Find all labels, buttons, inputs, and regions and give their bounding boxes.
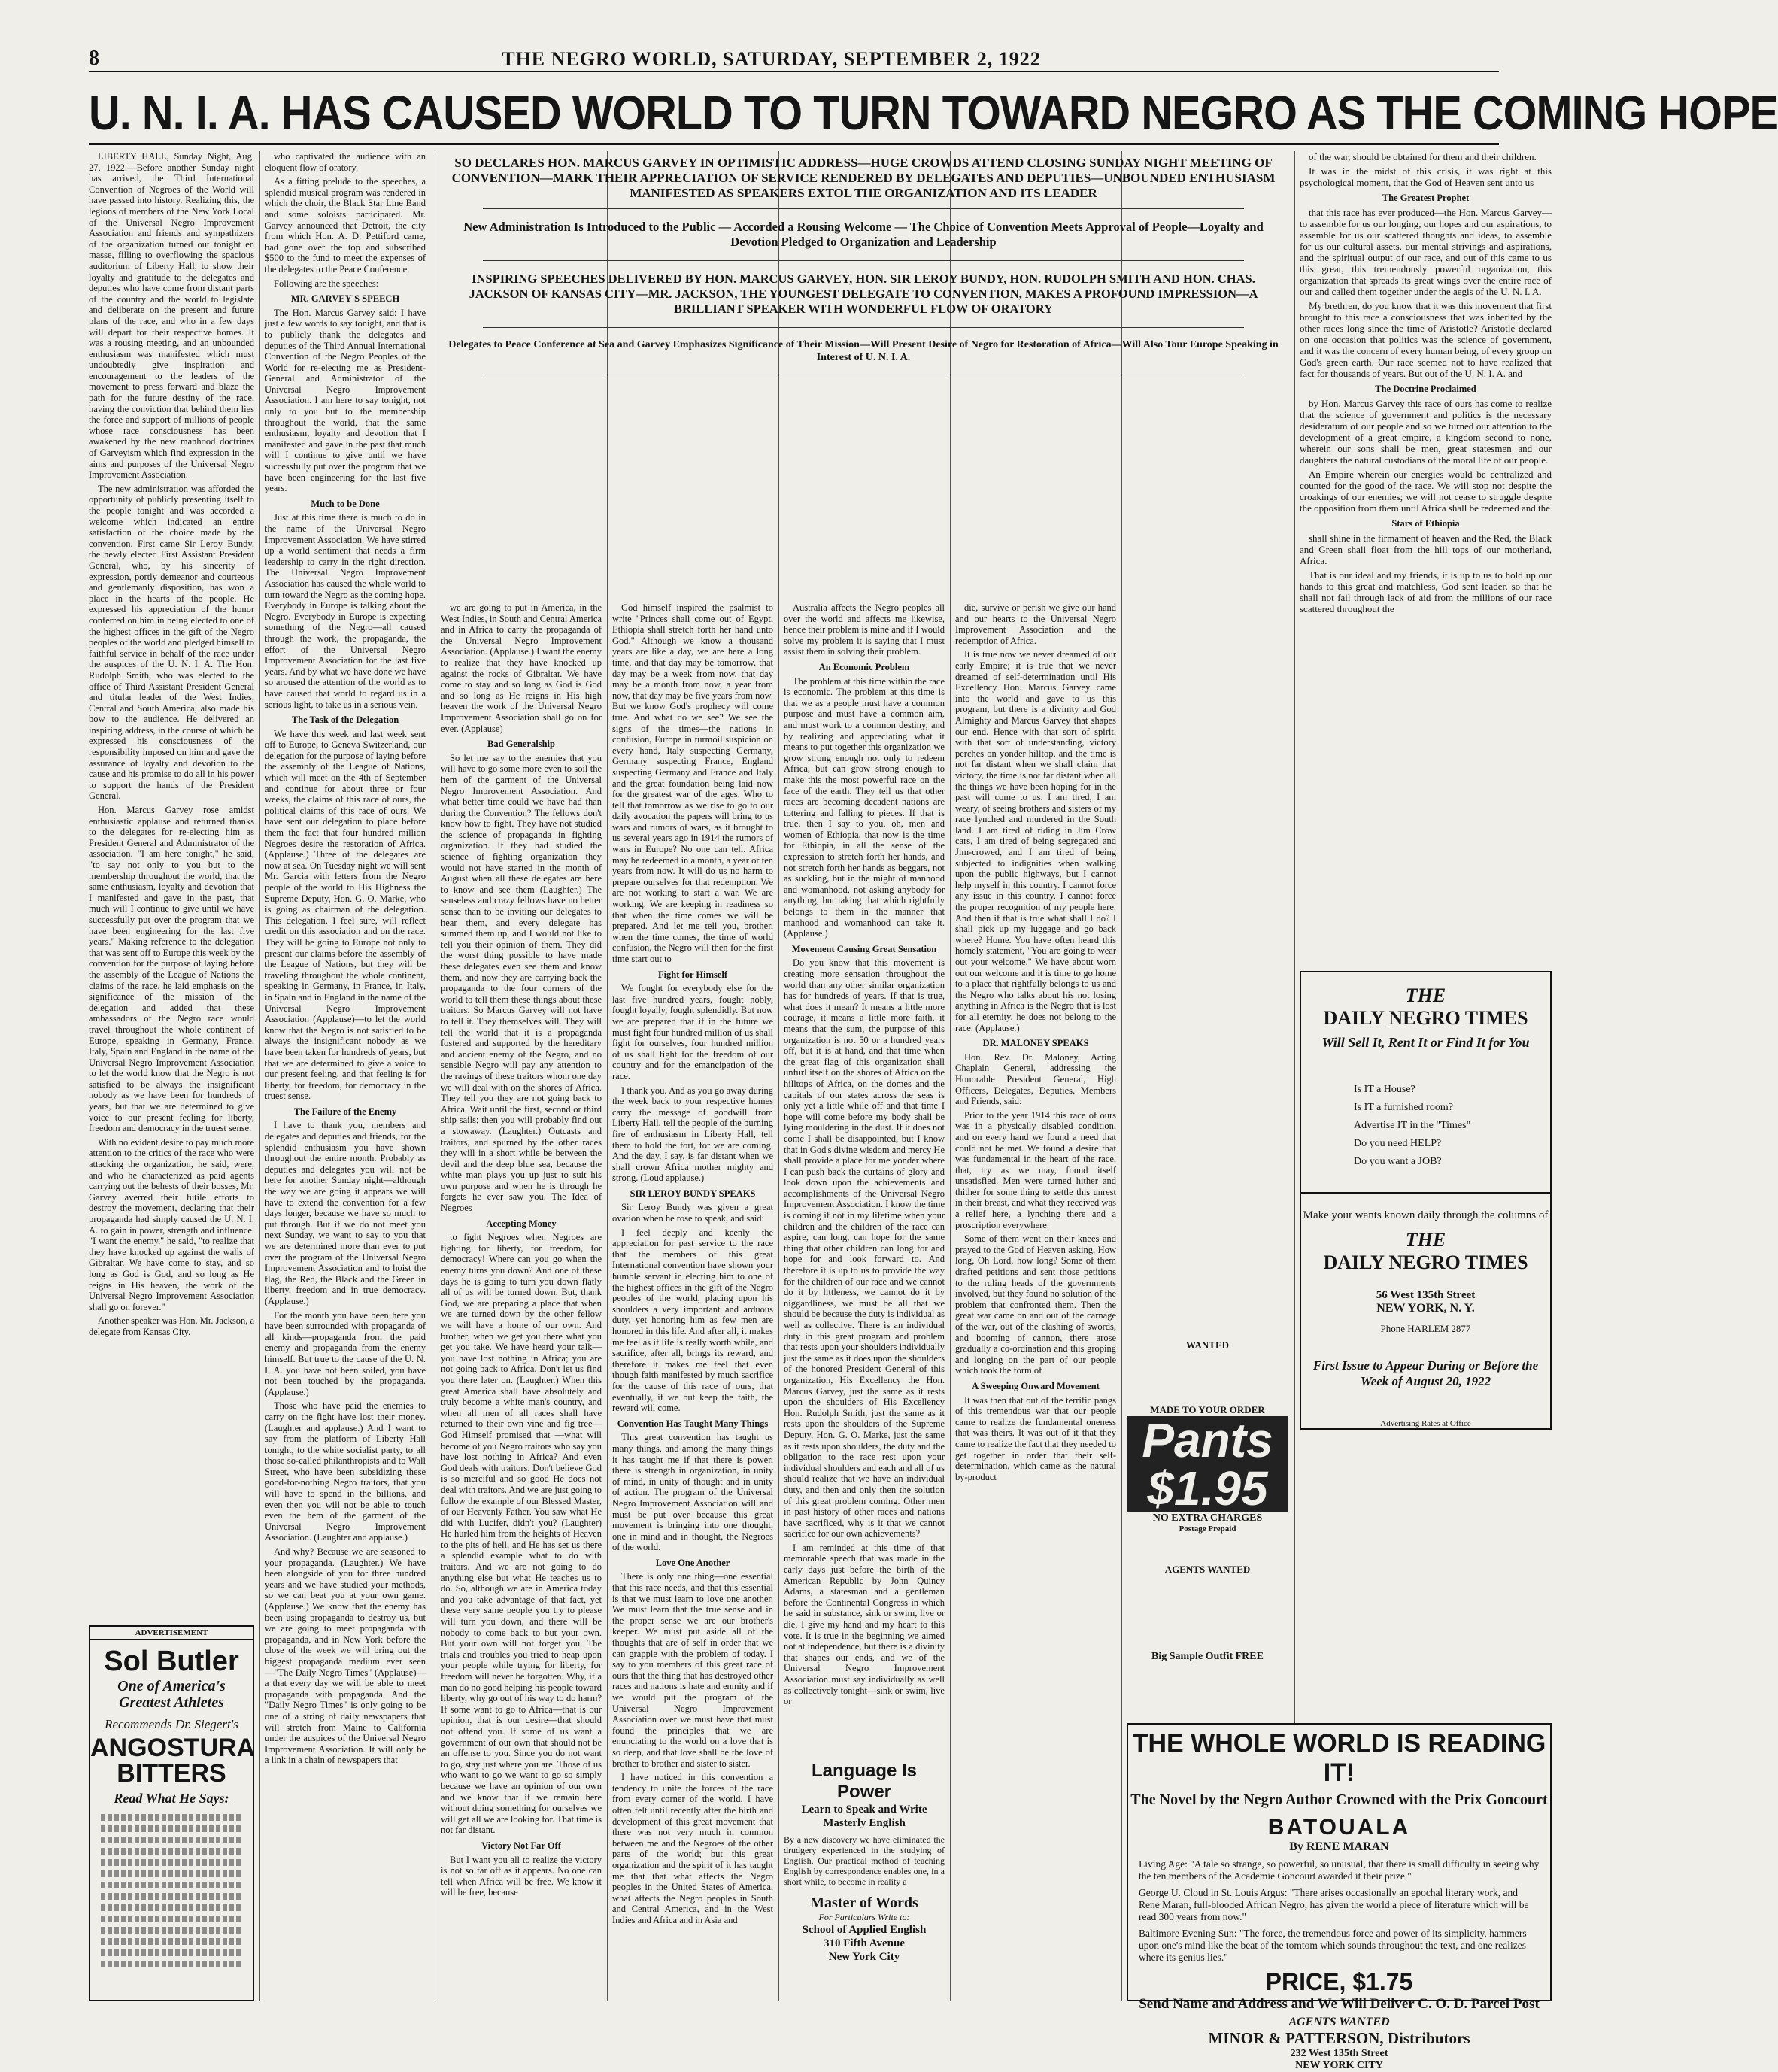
paper-dateline: THE NEGRO WORLD, SATURDAY, SEPTEMBER 2, 1922 [502,48,1041,70]
paragraph: Following are the speeches: [274,278,379,289]
ad-master: Master of Words [810,1895,918,1911]
paragraph: So let me say to the enemies that you will have to go some more even to soil the hem of the garment of the Universal Negro Improvement Association. And what better time could we have had than during the Convention? The fellows don't know how to fight. They have not studied the science of propaganda in fighting organization. If they had studied the science of fighting organization they would not have started in the month of August when all these delegates are here to know and see them (Laughter.) The senseless and crazy fellows have no better sense than to be inviting our delegates to hear them, and every delegate has summed them up, and I would not like to tell you their opinion of them. They did the worst thing possible to have made these delegates even see them and know them, and now they are carrying back the propaganda to the four corners of the world to tell them these things about these traitors. So Marcus Garvey will not have to tell it. They themselves will. They will tell the world that it is a propaganda fostered and supported by the hereditary and ancient enemy of the Negro, and no sensible Negro will pay any attention to the ravings of these traitors whom one day we will deal with on the shores of Africa. They tell you they are not going back to Africa. Wait until the first, second or third ship sails; then you will probably find out a stowaway. (Laughter.) Outcasts and traitors, and spurned by the other races they will in a short while be between the devil and the deep blue sea, because the white man plays you up just to suit his own purpose and when he is through he forgets he ever saw you. The Idea of Negroes [441,752,602,1214]
ad-author: By RENE MARAN [1289,1840,1389,1853]
subhead: Victory Not Far Off [481,1840,561,1851]
paragraph: Another speaker was Hon. Mr. Jackson, a delegate from Kansas City. [89,1315,254,1337]
paragraph: LIBERTY HALL, Sunday Night, Aug. 27, 1922.—Before another Sunday night has arrived, the Third International Convention of Negroes of the World will have passed into history. Realizing this, the legions of members of the New York Local of the Universal Negro Improvement Association and friends and sympathizers of the organization turned out tonight en masse, filling to overflowing the spacious auditorium of Liberty Hall, to show their loyalty and gratitude to the delegates and deputies who have come from distant parts of the country and the world to legislate and deliberate on the present and future plans of the race, and who in a few days will depart for their respective homes. It was a rousing meeting, and an unbounded enthusiasm was manifested which must undoubtedly give inspiration and encouragement to the leaders of the movement to press forward and blaze the path for the future destiny of the race, having the conviction that behind them lies the force and support of millions of people whose race consciousness has been awakened by the new manhood doctrines of Garveyism which find expression in the aims and purposes of the Universal Negro Improvement Association. [89,151,254,481]
ad-title: THE [1405,1229,1446,1251]
ad-question: Do you need HELP? [1354,1138,1442,1149]
ad-sample: Big Sample Outfit FREE [1151,1651,1264,1662]
column-2 [265,151,426,2001]
subhead: Convention Has Taught Many Things [617,1418,769,1429]
ad-tagline: One of America's Greatest Athletes [117,1678,226,1711]
ad-review: Baltimore Evening Sun: "The force, the tremendous force and power of its simplicity, hammers upon one's mind like the beat of the tomtom which sounds throughout the text, and one realizes where its genius lies." [1139,1928,1527,1963]
ad-review: George U. Cloud in St. Louis Argus: "There arises occasionally an epochal literary work, and Rene Maran, full-blooded African Negro, has given the world a piece of literature which will be read 300 years from now." [1139,1887,1529,1922]
paragraph: The problem at this time within the race is economic. The problem at this time is that we as a people must have a common purpose and must have a common aim, and must work to a common destiny, and by realizing and appreciating what it means to put together this organization we grow strong enough not only to redeem Africa, but can grow strong enough to make this the most powerful race on the face of the earth. They tell us that other races are becoming decadent nations are tottering and falling to pieces. If that is true, then I say to you, oh, men and women of Ethiopia, that now is the time for Ethiopia, in all the sense of the expression to stretch forth her hands, and not stretch forth her hands as beggars, not as suckling, but in the might of manhood and womanhood, not asking anybody for anything, but taking that which rightfully belongs to them in the manner that manhood and womanhood can take it. (Applause.) [784,675,945,939]
headline-rule [89,143,1499,145]
ad-made: MADE TO YOUR ORDER [1150,1404,1265,1415]
paragraph: But I want you all to realize the victory is not so far off as it appears. No one can tell when Africa will be free. We know it will be free, because [441,1854,602,1898]
subhead: The Failure of the Enemy [293,1106,397,1117]
ad-question: Is IT a House? [1354,1084,1415,1095]
ad-address: 310 Fifth Avenue [823,1937,906,1949]
paragraph: That is our ideal and my friends, it is up to us to hold up our hands to this great and matchless, God sent leader, so that he shall not fail through lack of aid from the millions of our race scattered throughout the [1300,569,1552,614]
ad-agents: AGENTS WANTED [1288,2016,1390,2028]
ad-address: NEW YORK CITY [1295,2060,1383,2071]
paragraph: For the month you have been here you have been surrounded with propaganda of all kinds—propaganda from the paid enemy and propaganda from the enemy himself. But true to the cause of the U. N. I. A. you have not been soiled, you have not been touched by the propaganda. (Applause.) [265,1309,426,1397]
ad-send: Send Name and Address and We Will Deliver C. O. D. Parcel Post [1139,1996,1540,2012]
paragraph: It is true now we never dreamed of our early Empire; it is true that we never dreamed of self-determination until His Excellency Hon. Marcus Garvey came into the world and gave to us this program, but there is a divinity and God Almighty and Marcus Garvey that shapes our end. Hence with that sort of spirit, with that sort of understanding, victory perches on yonder hilltop, and the time is not far distant when we shall claim that victory, the time is not far distant when all the things we have been hoping for in the past will come to us. I am tired, I am weary, of seeing brothers and sisters of my race lynched and murdered in the South land. I am tired of riding in Jim Crow cars, I am tired of being segregated and Jim-crowed, and I am tired of being subjected to indignities when walking upon the public highways, but I cannot help myself in this country. I cannot force any issue in this country. I cannot force the proper recognition of my people here. And then if that is true what shall I do? I shall pick up my luggage and go back where? Home. You have often heard this homely statement, "You are going to wear out your welcome." We have about worn out our welcome and it is time to go home to a place that rightfully belongs to us and the Negro who talks about his not losing anything in Africa is the Negro that is lost for all eternity, he does not belong to the race. (Applause.) [955,649,1116,1033]
ad-brand: Pants $1.95 [1127,1416,1288,1512]
paragraph: God himself inspired the psalmist to write "Princes shall come out of Egypt, Ethiopia shall stretch forth her hand unto God." Although we know a thousand years are like a day, we are here a long time, and that day may be tomorrow, that day may be a week from now, that day may be a month from now, a year from now, that day may be five years from now. But we know God's prophecy will come true. And what do we see? We see the signs of the times—the nations in confusion, Europe in turmoil suspicion on every hand, Italy suspecting Germany, Germany suspecting France, England suspecting Germany and France and Italy and the great foundation being laid now for the greatest war of the ages. Who to tell that tomorrow as we rise to go to our daily avocation the papers will bring to us wars and rumors of wars, as it brought to us several years ago in 1914 the rumors of wars in Europe? No one can tell. Africa may be redeemed in a month, a year or ten years from now. It will do us no harm to prepare ourselves for that redemption. We are not working to start a war. We are working. We are keeping in readiness so that when the time comes we will be prepared. And let me tell you, brother, when the time comes, the time of world confusion, the Negro will then for the first time start out to [612,602,773,964]
paragraph: to fight Negroes when Negroes are fighting for liberty, for freedom, for democracy! Where can you go when the enemy turns you down? And one of these days he is going to turn you down flatly all of us will be turned down. But, thank God, we are preparing a place that when we are turned down by the other fellow we will have a home of our own. And brother, when we get you there what you get you take. We have heard your talk—you have lost nothing in Africa; you are not going back to Africa. Don't let us find you there later on. (Laughter.) When this great America shall have absolutely and truly become a white man's country, and when all men of all races shall have returned to their own vine and fig tree—God Himself promised that —what will become of you Negro traitors who say you have lost nothing in Africa? And even God deals with traitors. Don't believe God is so merciful and so good He does not deal with traitors. And we are just going to follow the example of our Blessed Master, of our Heavenly Father. You saw what He did with Lucifer, didn't you? (Laughter) He hurled him from the heights of Heaven to the pits of hell, and He has set us there a splendid example what to do with traitors. And we are not going to do anything else but what He teaches us to do. So, although we are in America today and you take advantage of that fact, yet these very same people you try to please will turn you down, and there will be nobody to come back to but your own. But your own will not forget you. The trials and troubles you tried to heap upon your people while trying for liberty, for freedom will never be forgotten. Why, if a man do no good helping his people toward liberty, why go out of his way to do harm? If some want to go to Africa—that is our opinion, that is our desire—that should not offend you. If some of us want a government of our own that should not be an offense to you. Since you do not want to go, stay just where you are. Those of us who want to go we want to go so simply because we have an opinion of our own and we know that if we remain here without doing something for ourselves we will get all we are looking for. That time is not far distant. [441,1232,602,1836]
ad-slogan: Will Sell It, Rent It or Find It for You [1321,1035,1530,1050]
paragraph: I have noticed in this convention a tendency to unite the forces of the race from every corner of the world. I have often felt until recently after the birth and development of this great movement that there was not very much in common between me and the Negroes of the other parts of the world; but this great organization and the spirit of it has taught me that that what affects the Negro peoples in the United States of America, what affects the Negro peoples in South and Central America, and in the West Indies and Africa and in Asia and [612,1772,773,1925]
ad-address: NEW YORK, N. Y. [1376,1302,1475,1315]
ad-review: Living Age: "A tale so strange, so powerful, so unusual, that there is small difficulty in seeing why the ten members of the Academie Goncourt awarded it their prize." [1139,1858,1540,1882]
subhead: Fight for Himself [657,969,728,980]
paragraph: There is only one thing—one essential that this race needs, and that this essential is that we must learn to love one another. We must learn that the true sense and in the proper sense we are our brother's keeper. We must put aside all of the thoughts that are of self in order that we can grapple with the problem of today. I say to you members of this great race of ours that the thing that has destroyed other races and nations is hate and enmity and if we would put the program of the Universal Negro Improvement Association over we must have that must found the principles that we are enunciating to the world on a love that is so deep, and that love shall be the love of brother to brother and sister to sister. [612,1571,773,1769]
column-1 [89,151,254,1618]
paragraph: that this race has ever produced—the Hon. Marcus Garvey—to assemble for us our longing, our hopes and our aspirations, to assemble for us our scattered thoughts and ideas, to assemble for us our cultural assets, our mental strivings and aspirations, and the spiritual output of our race, and out of this came to us this great, this tremendously powerful organization, this organization that spreads its great wings over the entire race of our and called them together under the aegis of the U. N. I. A. [1300,207,1552,297]
paragraph: by Hon. Marcus Garvey this race of ours has come to realize that the science of government and politics is the necessary desideratum of our people and so we turned our attention to the development of a great empire, a kingdom second to none, wherein our sons shall be men, great statesmen and our daughters the natural custodians of the moral life of our people. [1300,398,1552,466]
masthead [89,38,1499,72]
deck-1: SO DECLARES HON. MARCUS GARVEY IN OPTIMISTIC ADDRESS—HUGE CROWDS ATTEND CLOSING SUNDAY NIGHT MEETING OF CONVENTION—MARK THEIR APPRECIATION OF SERVICE RENDERED BY DELEGATES AND DEPUTIES—UNBOUNDED ENTHUSIASM MANIFESTED AS SPEAKERS EXTOL THE ORGANIZATION AND ITS LEADER [451,156,1276,200]
paragraph: We fought for everybody else for the last five hundred years, fought nobly, fought loyally, fought splendidly. But now we are prepared that if in the future we must fight four hundred million of us shall fight for ourselves, four hundred million of us shall fight for the freedom of our country and for the emancipation of the race. [612,983,773,1082]
deck-4: Delegates to Peace Conference at Sea and Garvey Emphasizes Significance of Their Mission—Will Present Desire of Negro for Restoration of Africa—Will Also Tour Europe Speaking in Interest of U. N. I. A. [448,339,1279,363]
subhead: An Economic Problem [818,661,910,672]
paragraph: who captivated the audience with an eloquent flow of oratory. [265,151,426,173]
paragraph: As a fitting prelude to the speeches, a splendid musical program was rendered in which the choir, the Black Star Line Band and some soloists participated. Mr. Garvey announced that Detroit, the city from which Hon. A. D. Pettiford came, had gone over the top and subscribed $500 to the fund to meet the expenses of the delegates to the Peace Conference. [265,176,426,275]
paragraph: An Empire wherein our energies would be centralized and counted for the good of the race. We will stop not despite the croakings of our enemies; we will not cease to struggle despite the opposition from them until Africa shall be redeemed and the [1300,469,1552,514]
paragraph: The Hon. Marcus Garvey said: I have just a few words to say tonight, and that is to publicly thank the delegates and deputies of the Third Annual International Convention of the Negro Peoples of the World for re-electing me as President-General and Administrator of the Universal Negro Improvement Association. I am here to say tonight, not only to you but to the membership throughout the world, that the same enthusiasm, loyalty and devotion that I manifested and gave in the past that much will I continue to give until we have successfully put over the program that we have been engineering for the last five years. [265,307,426,494]
subhead: A Sweeping Onward Movement [972,1380,1100,1391]
column-5 [784,602,945,1753]
ad-address: 56 West 135th Street [1376,1289,1476,1301]
subhead: Accepting Money [486,1218,557,1229]
ad-title: DAILY NEGRO TIMES [1323,1251,1528,1273]
ad-address: 232 West 135th Street [1290,2048,1388,2059]
ad-particulars: For Particulars Write to: [818,1912,910,1922]
paragraph: Hon. Marcus Garvey rose amidst enthusiastic applause and returned thanks to the delegates for re-electing him as President General and Administrator of the association. "I am here tonight," he said, "to say not only to you but to the membership throughout the world, that the same enthusiasm, loyalty and devotion that I manifested and gave in the past, that much will I continue to give until we have successfully put over the program that we have been engineering for the last five years." Making reference to the delegation that was sent off to Europe this week by the convention for the purpose of laying before the assembly of the League of Nations the claims of the race, he laid emphasis on the significance of the mission of the delegation and added that these ambassadors of the Negro race would travel throughout the whole continent of Europe, speaking in Germany, France, Italy, Spain and England in the name of the Universal Negro Improvement Association to let the world know that the Negro is not satisfied to be always the insignificant nobody as we have been for hundreds of years, but that we are determined to give voice to our present feeling for liberty, freedom and democracy in the truest sense. [89,805,254,1134]
ad-subtitle: Learn to Speak and Write Masterly English [801,1804,927,1829]
ad-questions [1354,1081,1550,1171]
ad-address: New York City [828,1951,900,1963]
page-number: 8 [89,47,99,70]
subhead: The Task of the Delegation [291,714,399,726]
ad-tag: ADVERTISEMENT [90,1627,253,1640]
ad-title: THE [1405,984,1446,1006]
ad-cta: Read What He Says: [114,1791,229,1806]
paragraph: I thank you. And as you go away during the week back to your respective homes carry the message of goodwill from Liberty Hall, tell the people of the burning fire of enthusiasm in Liberty Hall, tell them to hold the fort, for we are coming. And the day, I say, is far distant when we shall crown Africa mother mighty and strong. (Loud applause.) [612,1085,773,1184]
subhead: DR. MALONEY SPEAKS [982,1038,1089,1049]
main-headline: U. N. I. A. HAS CAUSED WORLD TO TURN TOWARD NEGRO AS THE COMING HOPE [89,86,1778,140]
ad-product: ANGOSTURA BITTERS [90,1734,256,1788]
paragraph: The new administration was afforded the opportunity of publicly presenting itself to the people tonight and was accorded a welcome which indicated an entire satisfaction of the choice made by the convention. First came Sir Leroy Bundy, the newly elected First Assistant President General, who, by his sincerity of expression, portly demeanor and courteous and gentlemanly disposition, has won a place in the hearts of the people. He expressed his appreciation of the honor conferred on him in being elected to one of the highest offices in the gift of the Negro peoples of the world and pledged himself to faithful service in behalf of the race under the auspices of the U. N. I. A. The Hon. Rudolph Smith, who was elected to the office of Third Assistant President General and titular leader of the West Indies, Central and South America, also made his bow to the audience. He delivered an inspiring address, in the course of which he expressed his consciousness of the responsibility imposed on him and gave the assurance of loyalty and devotion to the cause and his promise to do all in his power to support the hands of the President General. [89,483,254,802]
paragraph: Sir Leroy Bundy was given a great ovation when he rose to speak, and said: [612,1202,773,1224]
ad-price: PRICE, $1.75 [1265,1968,1413,1995]
paragraph: It was then that out of the terrific pangs of this tremendous war that our people came to realize the fundamental oneness that was theirs. It was out of it that they came to realize the fact that they needed to get together in order that their self-determination, which came as the natural by-product [955,1394,1116,1482]
deck-3: INSPIRING SPEECHES DELIVERED BY HON. MARCUS GARVEY, HON. SIR LEROY BUNDY, HON. RUDOLPH SMITH AND HON. CHAS. JACKSON OF KANSAS CITY—MR. JACKSON, THE YOUNGEST DELEGATE TO CONVENTION, MAKES A PROFOUND IMPRESSION—A BRILLIANT SPEAKER WITH WONDERFUL FLOW OF ORATORY [469,272,1258,316]
paragraph: It was in the midst of this crisis, it was right at this psychological moment, that the God of Heaven sent unto us [1300,165,1552,188]
column-3 [441,602,602,2001]
paragraph: Hon. Rev. Dr. Maloney, Acting Chaplain General, addressing the Honorable President General, High Officers, Delegates, Deputies, Members and Friends, said: [955,1051,1116,1107]
subhead: Love One Another [655,1557,730,1568]
subhead: Movement Causing Great Sensation [791,943,937,954]
ad-phone: Phone HARLEM 2877 [1380,1323,1471,1334]
column-4 [612,602,773,2001]
paragraph: shall shine in the firmament of heaven and the Red, the Black and Green shall float from the hill tops of our motherland, Africa. [1300,532,1552,566]
ad-distributors: MINOR & PATTERSON, Distributors [1208,2029,1470,2047]
deck-2: New Administration Is Introduced to the Public — Accorded a Rousing Welcome — The Choice of Convention Meets Approval of People—Loyalty and Devotion Pledged to Organization and Leadership [463,220,1264,249]
subhead: SIR LEROY BUNDY SPEAKS [630,1188,756,1199]
paragraph: die, survive or perish we give our hand and our hearts to the Universal Negro Improvement Association and the redemption of Africa. [955,602,1116,646]
ad-fine-print [101,1814,242,1967]
ad-name: Sol Butler [104,1646,239,1677]
deck-banner [438,151,1289,375]
ad-rates: Advertising Rates at Office [1380,1419,1471,1428]
daily-negro-times-ad [1300,971,1552,1430]
paragraph: I have to thank you, members and delegates and deputies and friends, for the splendid enthusiasm you have shown throughout the entire month. Probably as deputies and delegates you will not be here for another Sunday night—although the way we are going it appears we will have to extend the convention for a few days longer, because we have so much to put through. But if we do not meet you next Sunday, we want to say to you that we are determined more than ever to put over the program of the Universal Negro Improvement Association and to hoist the flag, the Red, the Black and the Green in liberty, freedom and in true democracy. (Applause.) [265,1120,426,1306]
paragraph: Australia affects the Negro peoples all over the world and affects me likewise, hence their problem is mine and if I would solve my problem it is saying that I must assist them in solving their problem. [784,602,945,657]
paragraph: And why? Because we are seasoned to your propaganda. (Laughter.) We have been alongside of you for three hundred years and we have studied your methods, so we can beat you at your own game. (Applause.) We know that the enemy has been using propaganda to destroy us, but we are going to meet propaganda with propaganda, and in New York before the close of the week we will bring out the biggest propaganda medium ever seen—"The Daily Negro Times" (Applause)—a that every day we will be able to meet propaganda with propaganda. And the "Daily Negro Times" is only going to be one of a string of daily newspapers that will stretch from Maine to California under the auspices of the Universal Negro Improvement Association. It will only be a link in a chain of newspapers that [265,1546,426,1766]
pants-ad [1127,1339,1288,1731]
column-7 [1300,151,1552,960]
ad-postage: Postage Prepaid [1179,1524,1236,1534]
subhead: Bad Generalship [487,739,555,750]
ad-question: Advertise IT in the "Times" [1354,1120,1471,1131]
subhead: Much to be Done [311,498,380,509]
ad-title: THE WHOLE WORLD IS READING IT! [1132,1729,1546,1787]
paragraph: Those who have paid the enemies to carry on the fight have lost their money. (Laughter and applause.) And I want to say from the platform of Liberty Hall tonight, to the white socialist party, to all those so-called philanthropists and to Wall Street, who have been subsidizing these good-for-nothing Negro traitors, that you will have to spend in the billions, and even then you will not be able to touch even the hem of the garment of the Universal Negro Improvement Association. (Laughter and applause.) [265,1400,426,1543]
column-6 [955,151,1116,1482]
ad-agents: AGENTS WANTED [1164,1564,1251,1575]
paragraph: This great convention has taught us many things, and among the many things it has taught me if that there is power, there is strength in organization, in unity of mind, in unity of thought and in unity of action. The program of the Universal Negro Improvement Association will and must be put over because this great movement is bringing into one thought, one in mind and in thought, the Negroes of the world. [612,1432,773,1553]
paragraph: Some of them went on their knees and prayed to the God of Heaven asking, How long, Oh Lord, how long? Some of them drafted petitions and sent those petitions to the ruling heads of the governments involved, but they found no solution of the problem that confronted them. Then the great war came on and out of the carnage of the war, out of the clashing of swords, and booming of cannon, there arose gradually a co-ordination and this groping and longing on the part of our people which took the form of [955,1233,1116,1376]
paragraph: we are going to put in America, in the West Indies, in South and Central America and in Africa to carry the propaganda of the Universal Negro Improvement Association. (Applause.) I want the enemy to realize that they have knocked up against the rocks of Gibraltar. We have come to stay and so long as God is God and so long as He reigns in His high heaven the work of the Universal Negro Improvement Association shall go on for ever. (Applause) [441,602,602,734]
language-course-ad [784,1761,945,2001]
ad-recommends: Recommends Dr. Siegert's [105,1717,238,1731]
paragraph: I am reminded at this time of that memorable speech that was made in the early days just before the birth of the American Republic by John Quincy Adams, a statesman and a gentleman before the Continental Congress in which he said in substance, sink or swim, live or die, I give my hand and my heart to this vote. It is true in the beginning we aimed not at independence, but there is a divinity that shapes our ends, and we of the Universal Negro Improvement Association must say individually as well as collectively tonight—sink or swim, live or [784,1542,945,1707]
ad-question: Do you want a JOB? [1354,1156,1442,1167]
paragraph: Prior to the year 1914 this race of ours was in a physically disabled condition, and on every hand we found a need that could not be met. We found a desire that was fundamental in the heart of the race, that, try as we may, found itself unsatisfied. Men were turned hither and thither for some thing to settle this unrest in their breast, and what they received was a relief here, a lynching there and a proscription everywhere. [955,1109,1116,1230]
paragraph: We have this week and last week sent off to Europe, to Geneva Switzerland, our delegation for the purpose of laying before the assembly of the League of Nations, which will meet on the 4th of September and continue for about three or four weeks, the claims of this race of ours, the political claims of this race of ours. We have sent our delegation to place before them the fact that four hundred million Negroes desire the restoration of Africa. (Applause.) Three of the delegates are now at sea. On Tuesday night we will sent Mr. Garcia with letters from the Negro people of the world to His Highness the Supreme Deputy, Hon. G. O. Marke, who is going as chairman of the delegation. This delegation, I feel sure, will reflect credit on this association and on the race. They will be going to Europe not only to present our claims before the assembly of the League of Nations, but they will be traveling throughout the whole continent, speaking in Germany, in France, in Italy, in Spain and in England in the name of the Universal Negro Improvement Association (Applause)—to let the world know that the Negro is not satisfied to be always the insignificant nobody as we have been taken for hundreds of years, but that we are determined to give a voice to our present feeling, and that feeling is for liberty, for freedom, for democracy in the truest sense. [265,728,426,1102]
ad-title: DAILY NEGRO TIMES [1323,1007,1528,1029]
ad-no-extra: NO EXTRA CHARGES [1152,1512,1263,1524]
ad-title: Language Is Power [811,1761,918,1802]
angostura-bitters-ad [89,1625,254,2001]
ad-wanted: WANTED [1185,1339,1230,1351]
paragraph: My brethren, do you know that it was this movement that first brought to this race a consciousness that was inherited by the other races long since the time of Aristotle? Aristotle declared on one occasion that politics was the science of government, and it was the concern of every human being, of every group on God's green earth. Our race seemed not to have realized that fact for thousands of years. But out of the U. N. I. A. and [1300,300,1552,379]
paragraph: Do you know that this movement is creating more sensation throughout the world than any other similar organization has for hundreds of years. If that is true, what does it mean? It means a little more courage, it means a little more faith, it means that the sum, the purpose of this organization is not 50 or a hundred years off, but it is at hand, and that time when the great flag of this organization shall unfurl itself on the shores of Africa on the hilltops of Africa, on the domes and the capitals of our states across the seas is only yet a little while off and that time I hope will come before my body shall be lying mouldering in the dust. If it does not come I shall be disappointed, but I know that in God's divine wisdom and mercy He shall provide a place for me yonder where I can push back the curtains of glory and look down upon the achievements and accomplishments of the Universal Negro Improvement Association. I know the time is coming if not in my lifetime when your children and the children of the race can aspire, can long, can hope for the same thing that other children can long for and hope for and look forward to. And therefore it is up to us to provide the way for the children of our race and we cannot do it by littleness, we cannot do it by niggardliness, we must be all that we should be because the duty is individual as well as collective. There is an individual duty in this great program and problem that rests upon your shoulders individually just the same as it does upon the shoulders of the honored President General of this organization, His Excellency the Hon. Marcus Garvey, just the same as it rests upon the shoulders of His Excellency Hon. Rudolph Smith, just the same as it rests upon the shoulders of the Supreme Deputy, Hon. G. O. Marke, just the same as it rests upon shoulders, the duty and the obligation to the race rest upon your individual shoulders and each and all of us should realize that we have an individual duty, and then and only then the solution of this great problem coming. Other men in past history of other races and nations have sacrificed, why is it that we cannot sacrifice for our own achievements? [784,957,945,1540]
ad-body: By a new discovery we have eliminated the drudgery experienced in the studying of English. Our practical method of teaching English by correspondence enables one, in a short while, to become in reality a [784,1834,945,1887]
ad-book-title: BATOUALA [1267,1815,1411,1840]
ad-subtitle: The Novel by the Negro Author Crowned with the Prix Goncourt [1130,1791,1548,1808]
ad-school: School of Applied English [802,1924,927,1936]
paragraph: of the war, should be obtained for them and their children. [1309,151,1537,162]
ad-make: Make your wants known daily through the columns of [1303,1209,1549,1221]
ad-first-issue: First Issue to Appear During or Before the Week of August 20, 1922 [1312,1358,1539,1388]
paragraph: I feel deeply and keenly the appreciation for past service to the race that the members of this great International convention have shown your humble servant in electing him to one of the highest offices in the gift of the Negro peoples of the world, placing upon his shoulders a very important and arduous duty, yet honoring him as few men are honored in this life. And after all, it makes me feel as if life is really worth while, and sacrifice, after all, brings its reward, and therefore it makes me feel that even though faith manifested by much sacrifice for the cause of this race of ours, that eventually, if we but keep the faith, the reward will come. [612,1227,773,1414]
subhead: MR. GARVEY'S SPEECH [290,293,400,305]
subhead: The Doctrine Proclaimed [1375,384,1476,394]
ad-question: Is IT a furnished room? [1354,1102,1453,1113]
subhead: Stars of Ethiopia [1391,518,1460,529]
article-columns [89,151,1552,2071]
paragraph: With no evident desire to pay much more attention to the critics of the race who were attacking the organization, he said, were, and who he characterized as paid agents carrying out the behests of their bosses, Mr. Garvey averred their futile efforts to destroy the movement, declaring that their propaganda had simply caused the U. N. I. A. to gain in power, strength and influence. "I want the enemy," he said, "to realize that they have knocked up against the walls of Gibraltar. We have come to stay, and so long as God is God, and so long as He reigns in His heaven, the work of the Universal Negro Improvement Association shall go on forever." [89,1136,254,1312]
batouala-book-ad [1127,1723,1552,2071]
paragraph: Just at this time there is much to do in the name of the Universal Negro Improvement Association. We have stirred up a world sentiment that needs a firm leadership to carry in the right direction. The Universal Negro Improvement Association has caused the whole world to turn toward the Negro as the coming hope. Everybody in Europe is talking about the Negro. Everybody in Europe is expecting something of the Negro—all caused through the work, the propaganda, the effort of the Universal Negro Improvement Association for the last five years. And by what we have done we have so aroused the attention of the world as to have caused that world to regard us in a serious light, to take us in a serious vein. [265,512,426,710]
subhead: The Greatest Prophet [1382,193,1470,203]
